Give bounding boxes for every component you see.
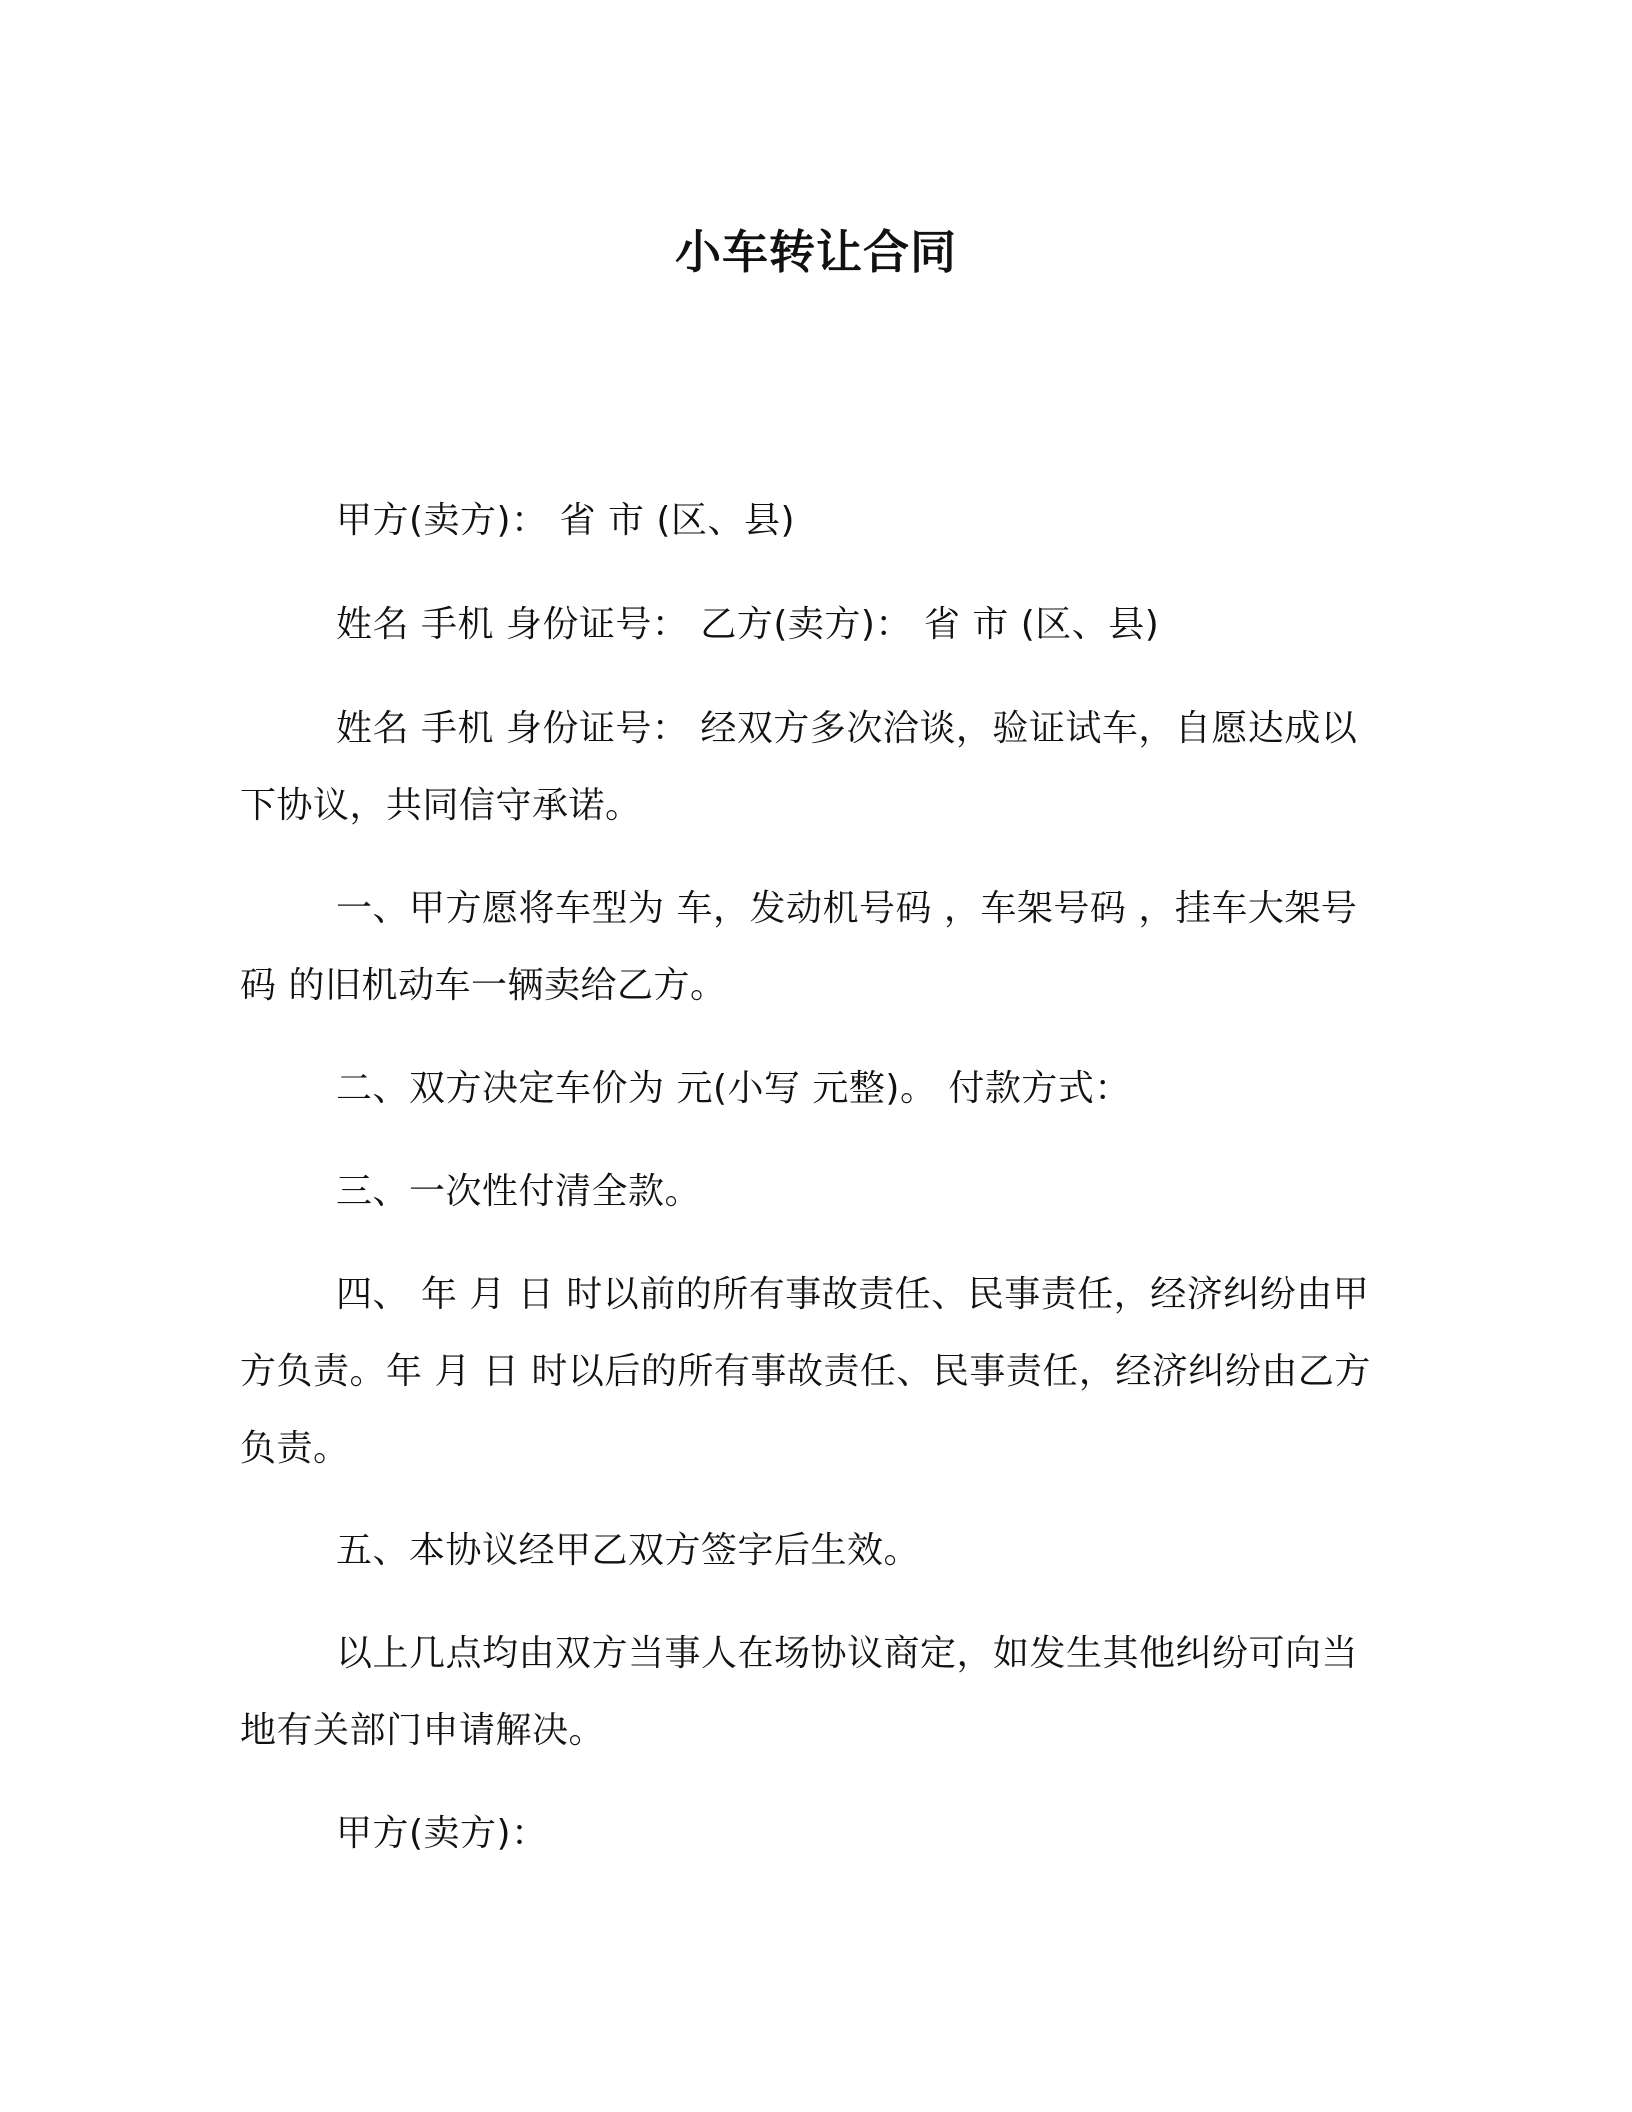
party-a-signature-label: 甲方(卖方)： [336, 1813, 548, 1854]
party-b-address: 姓名 手机 身份证号： 乙方(卖方)： 省 市 (区、县) [336, 604, 1160, 645]
clause-2-price: 二、双方决定车价为 元(小写 元整)。 付款方式： [336, 1068, 1131, 1109]
clause-5-effective: 五、本协议经甲乙双方签字后生效。 [336, 1530, 921, 1571]
clause-1-vehicle: 一、甲方愿将车型为 车，发动机号码 ，车架号码 ，挂车大架号码 的旧机动车一辆卖给乙方。 [240, 888, 1358, 1006]
party-a-address: 甲方(卖方)： 省 市 (区、县) [336, 500, 796, 541]
agreement-intro: 姓名 手机 身份证号： 经双方多次洽谈，验证试车，自愿达成以下协议，共同信守承诺。 [240, 708, 1358, 826]
dispute-resolution: 以上几点均由双方当事人在场协议商定，如发生其他纠纷可向当地有关部门申请解决。 [240, 1633, 1359, 1751]
clause-3-payment: 三、一次性付清全款。 [336, 1171, 702, 1212]
document-title: 小车转让合同 [675, 225, 957, 279]
clause-4-liability: 四、 年 月 日 时以前的所有事故责任、民事责任，经济纠纷由甲方负责。年 月 日 时以后的所有事故责任、民事责任，经济纠纷由乙方负责。 [240, 1274, 1371, 1469]
